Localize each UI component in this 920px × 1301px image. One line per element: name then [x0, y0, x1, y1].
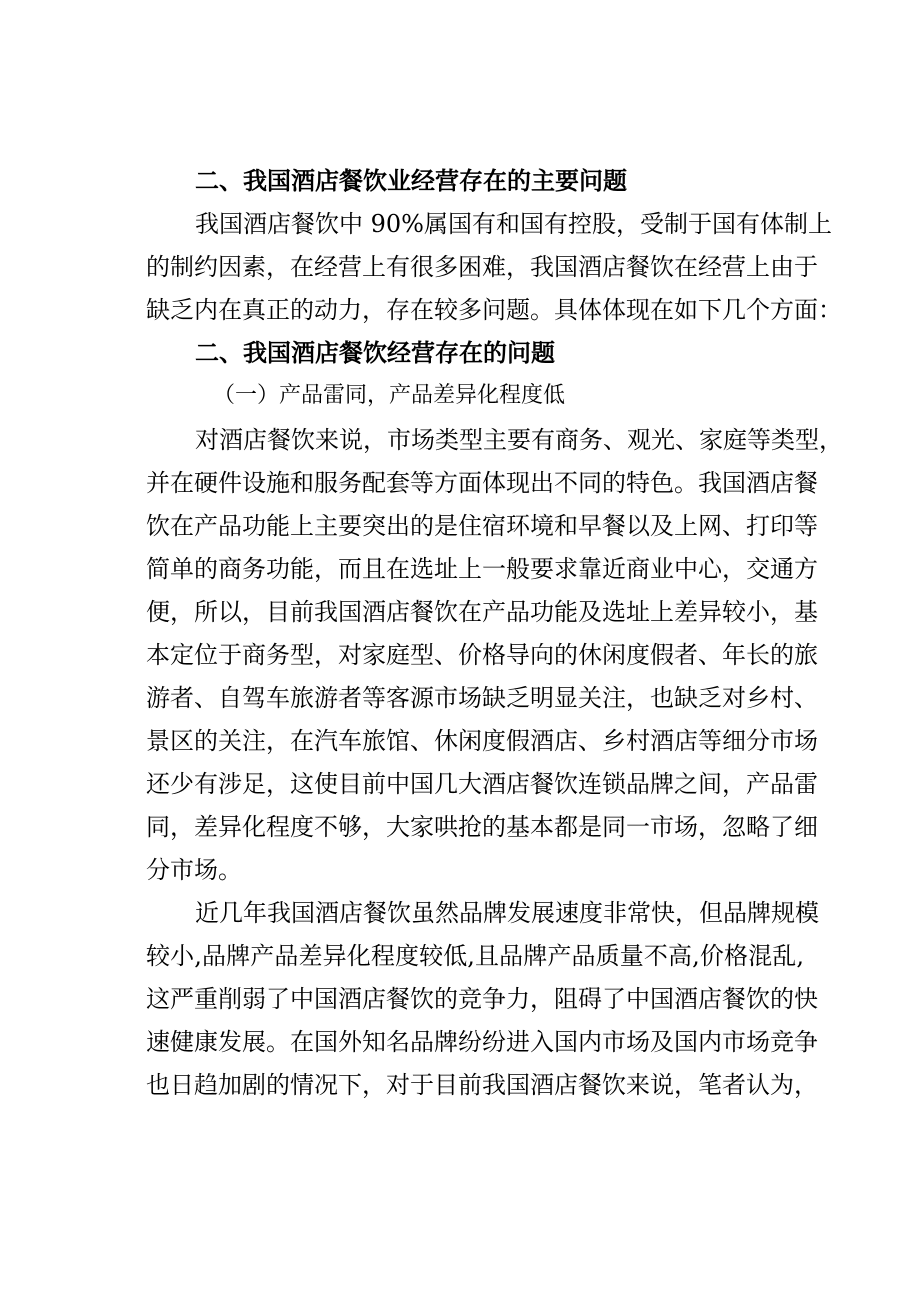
paragraph-line: 还少有涉足，这使目前中国几大酒店餐饮连锁品牌之间，产品雷	[146, 770, 818, 798]
paragraph-line: 饮在产品功能上主要突出的是住宿环境和早餐以及上网、打印等	[146, 512, 818, 540]
paragraph-line: 游者、自驾车旅游者等客源市场缺乏明显关注，也缺乏对乡村、	[146, 684, 818, 712]
paragraph-line: 这严重削弱了中国酒店餐饮的竞争力，阻碍了中国酒店餐饮的快	[146, 985, 818, 1013]
paragraph-line: 对酒店餐饮来说，市场类型主要有商务、观光、家庭等类型，	[195, 426, 843, 454]
paragraph-line: 我国酒店餐饮中 90%属国有和国有控股，受制于国有体制上	[195, 210, 832, 238]
paragraph-line: 速健康发展。在国外知名品牌纷纷进入国内市场及国内市场竞争	[146, 1028, 818, 1056]
paragraph-line: 简单的商务功能，而且在选址上一般要求靠近商业中心，交通方	[146, 555, 818, 583]
paragraph-line: 的制约因素，在经营上有很多困难，我国酒店餐饮在经营上由于	[146, 253, 818, 281]
paragraph-line: 本定位于商务型，对家庭型、价格导向的休闲度假者、年长的旅	[146, 641, 818, 669]
section-heading-problems: 二、我国酒店餐饮经营存在的问题	[195, 339, 555, 367]
paragraph-line: 也日趋加剧的情况下，对于目前我国酒店餐饮来说，笔者认为，	[146, 1071, 818, 1099]
paragraph-line: 分市场。	[146, 856, 242, 884]
subsection-heading-product-homogeneity: （一）产品雷同，产品差异化程度低	[213, 383, 566, 408]
paragraph-line: 便，所以，目前我国酒店餐饮在产品功能及选址上差异较小，基	[146, 598, 818, 626]
paragraph-line: 并在硬件设施和服务配套等方面体现出不同的特色。我国酒店餐	[146, 469, 818, 497]
paragraph-line: 同，差异化程度不够，大家哄抢的基本都是同一市场，忽略了细	[146, 813, 818, 841]
paragraph-line: 景区的关注，在汽车旅馆、休闲度假酒店、乡村酒店等细分市场	[146, 727, 818, 755]
section-heading-main-problems: 二、我国酒店餐饮业经营存在的主要问题	[195, 167, 627, 195]
paragraph-line: 缺乏内在真正的动力，存在较多问题。具体体现在如下几个方面：	[146, 296, 842, 324]
paragraph-line: 较小,品牌产品差异化程度较低,且品牌产品质量不高,价格混乱,	[146, 942, 804, 970]
paragraph-line: 近几年我国酒店餐饮虽然品牌发展速度非常快，但品牌规模	[195, 899, 819, 927]
